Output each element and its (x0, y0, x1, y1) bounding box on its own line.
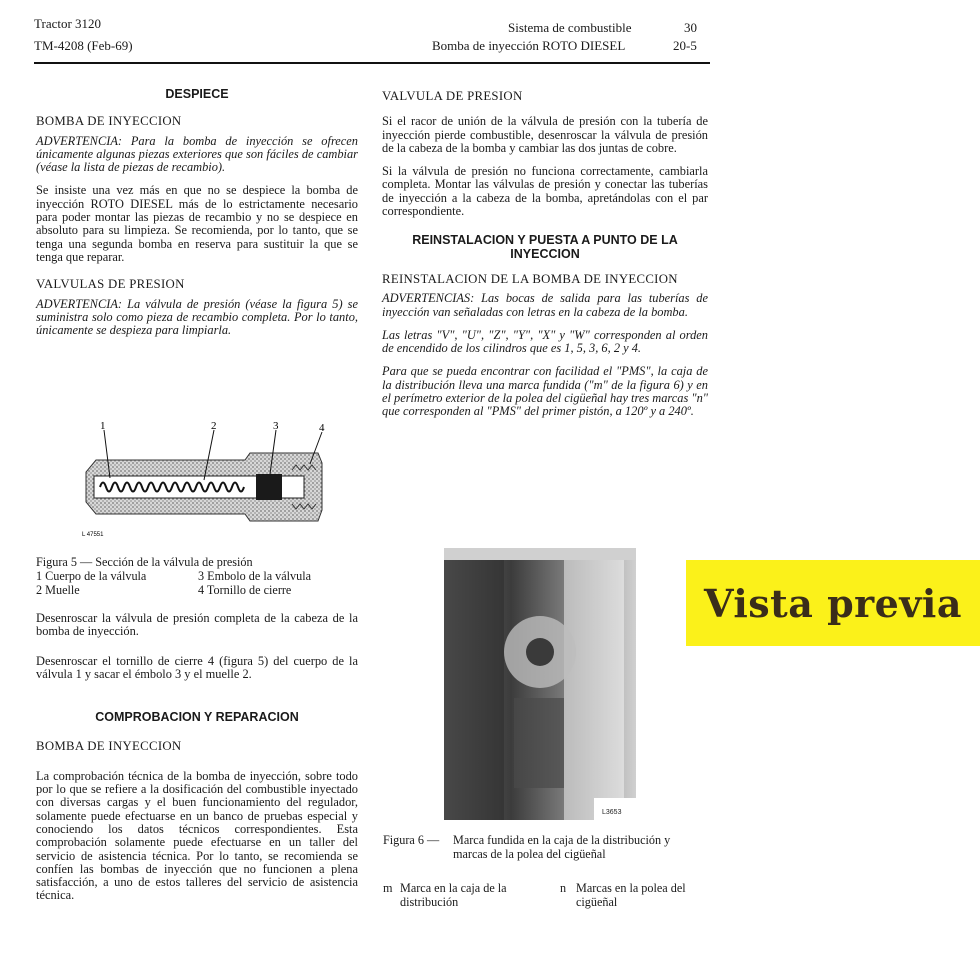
figure6-legend-m: Marca en la caja de la distribución (400, 881, 507, 909)
right-column (382, 90, 708, 429)
subheading-reinstalacion-bomba: REINSTALACION DE LA BOMBA DE INYECCION (382, 271, 678, 286)
paragraph: Desenroscar el tornillo de cierre 4 (figura 5) del cuerpo de la válvula 1 y sacar el émbolo 3 y el muelle 2. (36, 653, 358, 681)
paragraph: Si el racor de unión de la válvula de presión con la tubería de inyección pierde combustible, desenroscar la válvula de presión de la cabeza de la bomba y cambiar las dos juntas de cobre. (382, 114, 708, 155)
pressure-valve-section-figure (60, 418, 350, 548)
paragraph: Para que se pueda encontrar con facilidad el "PMS", la caja de la distribución lleva una marca fundida ("m" de la figura 6) y en el perímetro exterior de la polea del cigüeñal hay tres marcas "n" que corresponden al "PMS" del primer pistón, a 120º y a 240º. (382, 364, 708, 419)
subheading-valvula-presion: VALVULA DE PRESION (382, 89, 523, 103)
figure-label-4: 4 (319, 422, 325, 434)
photo-code: L3653 (602, 809, 622, 816)
header-manual: TM-4208 (Feb-69) (34, 38, 133, 53)
figure6-caption: Marca fundida en la caja de la distribución y marcas de la polea del cigüeñal (453, 833, 671, 861)
paragraph: Se insiste una vez más en que no se despiece la bomba de inyección ROTO DIESEL más de lo estrictamente necesario para poder montar las piezas de recambio y no se despiece en absoluto para su limpieza. Se recomienda, por lo tanto, que se tenga una segunda bomba en reserva para sustituir la que se tenga que reparar. (36, 183, 358, 264)
advertencia-paragraph: ADVERTENCIA: La válvula de presión (véase la figura 5) se suministra solo como pieza de recambio completa. Por lo tanto, únicamente se despieza para limpiarla. (36, 296, 358, 338)
figure5-legend-2: 2 Muelle (36, 583, 80, 597)
paragraph: La comprobación técnica de la bomba de inyección, sobre todo por lo que se refiere a la dosificación del combustible inyectado con diversas cargas y el buen funcionamiento del regulador, solamente puede efectuarse en un banco de pruebas especial y conociendo los datos técnicos correspondientes. Esta comprobación solamente puede efectuarse en un taller del servicio de asistencia técnica. Por lo tanto, se recomienda se confíen las bombas de inyección que no funcionen a plena satisfacción, a uno de estos talleres del servicio de asistencia técnica. (36, 768, 358, 903)
paragraph: Si la válvula de presión no funciona correctamente, cambiarla completa. Montar las válvulas de presión y conectar las tuberías de inyección a la cabeza de la bomba, apretándolas con el par correspondiente. (382, 164, 708, 219)
subheading-bomba-inyeccion-2: BOMBA DE INYECCION (36, 739, 182, 754)
advertencias-paragraph: ADVERTENCIAS: Las bocas de salida para las tuberías de inyección van señaladas con letras en la cabeza de la bomba. (382, 291, 708, 319)
figure-label-1: 1 (100, 420, 106, 432)
header-section-number: 30 (684, 20, 697, 35)
subheading-valvulas-presion: VALVULAS DE PRESION (36, 277, 185, 292)
heading-comprobacion: COMPROBACION Y REPARACION (95, 710, 299, 725)
advertencia-paragraph: ADVERTENCIA: Para la bomba de inyección se ofrecen únicamente algunas piezas exteriores que son fáciles de cambiar (véase la lista de piezas de recambio). (36, 133, 358, 175)
crankshaft-pulley-photo (444, 548, 636, 820)
heading-despiece: DESPIECE (165, 87, 229, 101)
heading-reinstalacion: REINSTALACION Y PUESTA A PUNTO DE LA INYECCION (412, 233, 678, 261)
figure5-legend-4: 4 Tornillo de cierre (198, 583, 292, 597)
figure6-legend-m-letter: m (383, 881, 393, 895)
header-model: Tractor 3120 (34, 16, 102, 31)
header-rule (34, 62, 710, 64)
paragraph: Las letras "V", "U", "Z", "Y", "X" y "W" corresponden al orden de encendido de los cilindros que es 1, 5, 3, 6, 2 y 4. (382, 327, 708, 356)
figure-label-3: 3 (273, 420, 279, 432)
figure5-legend-1: 1 Cuerpo de la válvula (36, 569, 147, 583)
left-column-bottom (36, 612, 358, 913)
figure5-caption: Figura 5 — Sección de la válvula de presión (36, 555, 253, 569)
figure-label-2: 2 (211, 420, 217, 432)
figure6-label: Figura 6 — (383, 833, 440, 847)
figure6-legend-n: Marcas en la polea del cigüeñal (576, 881, 686, 909)
preview-badge: Vista previa (686, 560, 980, 646)
figure-code: L 47551 (82, 532, 104, 538)
paragraph: Desenroscar la válvula de presión completa de la cabeza de la bomba de inyección. (36, 611, 358, 639)
left-column-top (36, 88, 358, 347)
figure5-legend-3: 3 Embolo de la válvula (198, 569, 312, 583)
header-section: Sistema de combustible (508, 20, 632, 35)
figure6-legend-n-letter: n (560, 881, 567, 895)
header-page-number: 20-5 (673, 38, 697, 53)
subheading-bomba-inyeccion: BOMBA DE INYECCION (36, 114, 182, 129)
header-subsection: Bomba de inyección ROTO DIESEL (432, 38, 626, 53)
photo-image (444, 548, 636, 820)
